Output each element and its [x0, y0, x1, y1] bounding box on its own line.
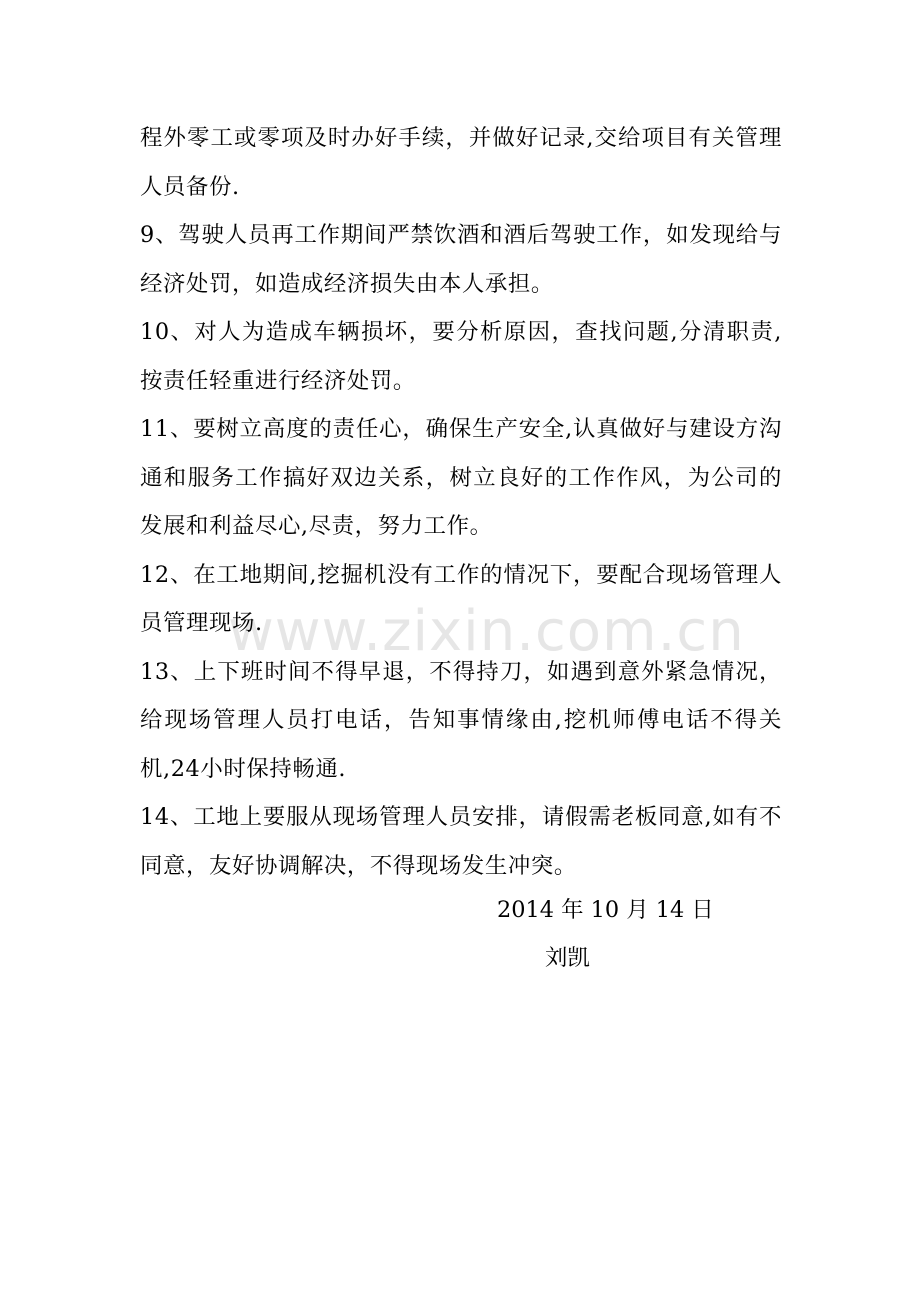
document-date: 2014 年 10 月 14 日: [497, 897, 714, 923]
paragraph-continuation: 程外零工或零项及时办好手续，并做好记录,交给项目有关管理人员备份.: [140, 125, 782, 200]
paragraph-item-11: 11、要树立高度的责任心，确保生产安全,认真做好与建设方沟通和服务工作搞好双边关系，树立良好的工作作风，为公司的发展和利益尽心,尽责，努力工作。: [140, 416, 782, 539]
paragraph-item-12: 12、在工地期间,挖掘机没有工作的情况下，要配合现场管理人员管理现场.: [140, 561, 782, 636]
paragraph-list: [140, 114, 782, 890]
signature: 刘凯: [545, 945, 590, 971]
paragraph-item-13: 13、上下班时间不得早退，不得持刀，如遇到意外紧急情况，给现场管理人员打电话，告知事情缘由,挖机师傅电话不得关机,24小时保持畅通.: [140, 658, 782, 782]
watermark: www.zixin.com.cn: [228, 599, 745, 664]
paragraph-item-14: 14、工地上要服从现场管理人员安排，请假需老板同意,如有不同意，友好协调解决，不得现场发生冲突。: [140, 804, 782, 879]
paragraph-item-10: 10、对人为造成车辆损坏，要分析原因，查找问题,分清职责,按责任轻重进行经济处罚。: [140, 319, 782, 394]
paragraph-item-9: 9、驾驶人员再工作期间严禁饮酒和酒后驾驶工作，如发现给与经济处罚，如造成经济损失由本人承担。: [140, 222, 782, 297]
